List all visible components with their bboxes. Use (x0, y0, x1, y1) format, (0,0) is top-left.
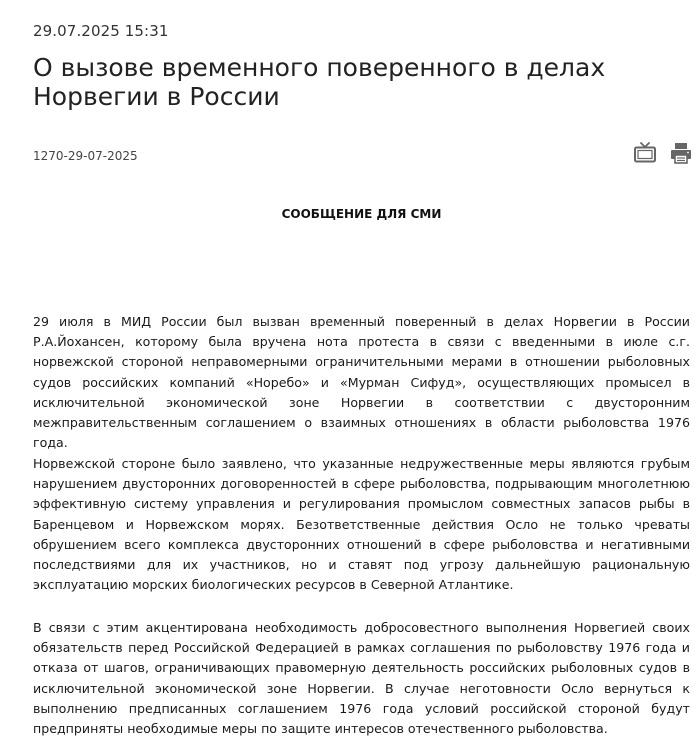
publish-date: 29.07.2025 15:31 (33, 22, 169, 40)
article-paragraph: Норвежской стороне было заявлено, что указанные недружественные меры являются грубым нарушением двусторонних договоренностей в сфере рыболовства, подрывающим многолетнюю эффективную систему управления и регулирования промыслом совместных запасов рыбы в Баренцевом и Норвежском морях. Безответственные действия Осло не только чреваты обрушением всего комплекса двусторонних отношений в сфере рыболовства и негативными последствиями для их участников, но и ставят под угрозу дальнейшую рациональную эксплуатацию морских биологических ресурсов в Северной Атлантике. (33, 456, 690, 593)
article-paragraph: 29 июля в МИД России был вызван временный поверенный в делах Норвегии в России Р.А.Йохансен, которому была вручена нота протеста в связи с введенными в июле с.г. норвежской стороной неправомерными ограничительными мерами в отношении рыболовных судов российских компаний «Норебо» и «Мурман Сифуд», осуществляющих промысел в исключительной экономической зоне Норвегии в соответствии с двусторонним межправительственным соглашением о взаимных отношениях в области рыболовства 1976 года. (33, 314, 690, 451)
document-number: 1270-29-07-2025 (33, 149, 138, 163)
page-title: О вызове временного поверенного в делах Норвегии в России (33, 53, 606, 111)
tv-button[interactable] (633, 141, 657, 165)
print-button[interactable] (669, 141, 693, 165)
article-paragraph: В связи с этим акцентирована необходимость добросовестного выполнения Норвегией своих обязательств перед Российской Федерацией в рамках соглашения по рыболовству 1976 года и отказа от шагов, ограничивающих правомерную деятельность российских рыболовных судов в исключительной экономической зоне Норвегии. В случае неготовности Осло вернуться к выполнению предписанных соглашением 1976 года условий российской стороной будут предприняты необходимые меры по защите интересов отечественного рыболовства. (33, 620, 690, 737)
tv-icon (633, 141, 657, 165)
press-release-heading: СООБЩЕНИЕ ДЛЯ СМИ (281, 207, 442, 221)
print-icon (669, 141, 693, 165)
